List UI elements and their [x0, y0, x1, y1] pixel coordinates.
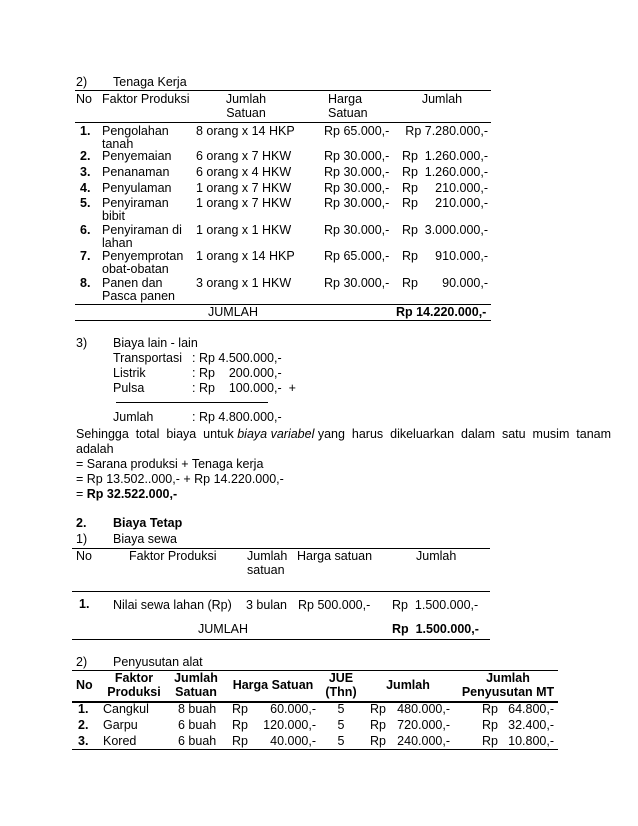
- row-qty: 6 orang x 4 HKW: [196, 165, 292, 179]
- table-bottom-rule: [75, 320, 491, 321]
- row-currency: Rp: [482, 718, 498, 732]
- row-qty: 8 orang x 14 HKP: [196, 124, 295, 138]
- row-total: 720.000,-: [397, 718, 450, 732]
- row-price: Rp 30.000,-: [324, 196, 390, 210]
- row-amount: 1.260.000,-: [424, 149, 488, 163]
- row-price: Rp 30.000,-: [324, 276, 390, 290]
- row-price: Rp 500.000,-: [298, 598, 371, 612]
- row-currency: Rp: [402, 249, 418, 263]
- row-qty: 1 orang x 7 HKW: [196, 196, 292, 210]
- row-amount: 910.000,-: [435, 249, 488, 263]
- row-currency: Rp: [482, 702, 498, 716]
- section-title: Biaya lain - lain: [113, 336, 198, 350]
- row-factor: Garpu: [103, 718, 138, 732]
- col-header-factor: Faktor: [114, 671, 154, 685]
- col-header-depreciation: Jumlah: [486, 671, 530, 685]
- sum-label: Jumlah: [113, 410, 154, 424]
- row-number: 2.: [80, 149, 91, 163]
- para-line-3: = Sarana produksi + Tenaga kerja: [76, 457, 264, 471]
- para-text-post: yang harus dikeluarkan dalam satu musim tanam: [314, 427, 612, 441]
- row-depreciation: 64.800,-: [508, 702, 554, 716]
- row-jue: 5: [337, 734, 345, 748]
- row-number: 2.: [78, 718, 89, 732]
- cost-label-transport: Transportasi: [113, 351, 183, 365]
- row-amount: 3.000.000,-: [424, 223, 488, 237]
- row-price: Rp 30.000,-: [324, 223, 390, 237]
- row-factor-line-2: lahan: [102, 236, 133, 250]
- row-factor: Penyiraman di: [102, 223, 182, 237]
- col-header-jue-2: (Thn): [325, 685, 357, 699]
- para-emphasis: biaya variabel: [237, 427, 315, 441]
- row-price: 40.000,-: [270, 734, 316, 748]
- row-jue: 5: [337, 718, 345, 732]
- row-currency: Rp: [370, 718, 386, 732]
- row-factor-line-2: Pasca panen: [102, 289, 175, 303]
- col-header-price: Harga satuan: [297, 549, 373, 563]
- col-header-qty-2: satuan: [247, 563, 285, 577]
- table-bottom-rule: [72, 639, 490, 640]
- row-number: 1.: [80, 124, 91, 138]
- summary-paragraph: [76, 427, 611, 442]
- row-price: Rp 30.000,-: [324, 149, 390, 163]
- row-number: 6.: [80, 223, 91, 237]
- col-header-depreciation-2: Penyusutan MT: [461, 685, 555, 699]
- row-number: 3.: [80, 165, 91, 179]
- row-factor: Pengolahan: [102, 124, 169, 138]
- row-depreciation: 10.800,-: [508, 734, 554, 748]
- col-header-price-2: Satuan: [328, 106, 368, 120]
- total-label: JUMLAH: [198, 622, 249, 636]
- row-number: 5.: [80, 196, 91, 210]
- row-total: 240.000,-: [397, 734, 450, 748]
- row-number: 4.: [80, 181, 91, 195]
- row-currency: Rp: [232, 734, 248, 748]
- row-qty: 1 orang x 7 HKW: [196, 181, 292, 195]
- para-eq: =: [76, 487, 87, 501]
- row-factor: Panen dan: [102, 276, 163, 290]
- header-rule: [75, 122, 491, 123]
- row-currency: Rp: [402, 165, 418, 179]
- row-number: 1.: [79, 597, 90, 611]
- row-price: 120.000,-: [263, 718, 316, 732]
- cost-label-electricity: Listrik: [113, 366, 146, 380]
- cost-value-phone: : Rp 100.000,- +: [192, 381, 296, 395]
- row-currency: Rp: [402, 223, 418, 237]
- col-header-qty-2: Satuan: [175, 685, 217, 699]
- row-factor: Penyemprotan: [102, 249, 184, 263]
- row-amount: Rp 7.280.000,-: [405, 124, 488, 138]
- col-header-qty-2: Satuan: [226, 106, 266, 120]
- row-number: 3.: [78, 734, 89, 748]
- sum-value: : Rp 4.800.000,-: [192, 410, 282, 424]
- cost-value-electricity: : Rp 200.000,-: [192, 366, 282, 380]
- row-factor: Penyemaian: [102, 149, 172, 163]
- row-amount: 210.000,-: [435, 181, 488, 195]
- row-factor: Penyulaman: [102, 181, 172, 195]
- row-factor: Kored: [103, 734, 137, 748]
- row-qty: 3 bulan: [246, 598, 288, 612]
- row-currency: Rp: [402, 196, 418, 210]
- row-price: 60.000,-: [270, 702, 316, 716]
- row-amount: 210.000,-: [435, 196, 488, 210]
- col-header-factor: Faktor Produksi: [102, 92, 190, 106]
- col-header-jue: JUE: [328, 671, 354, 685]
- col-header-factor-2: Produksi: [107, 685, 161, 699]
- col-header-total: Jumlah: [386, 678, 430, 692]
- para-line-5: [76, 487, 177, 502]
- row-currency: Rp: [402, 181, 418, 195]
- row-number: 7.: [80, 249, 91, 263]
- row-number: 8.: [80, 276, 91, 290]
- row-factor-line-2: obat-obatan: [102, 262, 169, 276]
- col-header-factor: Faktor Produksi: [129, 549, 217, 563]
- section-number: 2): [76, 75, 88, 89]
- section-number: 2.: [76, 516, 87, 530]
- section-title: Tenaga Kerja: [113, 75, 187, 89]
- col-header-no: No: [76, 92, 92, 106]
- row-qty: 6 orang x 7 HKW: [196, 149, 292, 163]
- row-price: Rp 30.000,-: [324, 181, 390, 195]
- row-factor: Penanaman: [102, 165, 170, 179]
- row-qty: 3 orang x 1 HKW: [196, 276, 292, 290]
- section-title: Penyusutan alat: [113, 655, 203, 669]
- row-factor: Penyiraman: [102, 196, 169, 210]
- col-header-no: No: [76, 678, 93, 692]
- section-title: Biaya Tetap: [113, 516, 183, 530]
- col-header-total: Jumlah: [421, 92, 463, 106]
- table-bottom-rule: [72, 749, 558, 750]
- table-top-rule: [75, 90, 491, 91]
- row-factor-line-2: tanah: [102, 137, 134, 151]
- row-amount: Rp 1.500.000,-: [392, 598, 479, 612]
- subsection-number: 1): [76, 532, 88, 546]
- row-amount: 1.260.000,-: [424, 165, 488, 179]
- row-jue: 5: [337, 702, 345, 716]
- para-grand-total: Rp 32.522.000,-: [86, 487, 178, 501]
- row-price: Rp 65.000,-: [324, 124, 390, 138]
- row-factor: Cangkul: [103, 702, 149, 716]
- row-qty: 6 buah: [178, 718, 217, 732]
- row-currency: Rp: [370, 702, 386, 716]
- row-factor: Nilai sewa lahan (Rp): [113, 598, 232, 612]
- row-total: 480.000,-: [397, 702, 450, 716]
- sum-rule: [116, 402, 268, 403]
- row-price: Rp 65.000,-: [324, 249, 390, 263]
- row-qty: 8 buah: [178, 702, 217, 716]
- row-currency: Rp: [402, 276, 418, 290]
- para-line-4: = Rp 13.502..000,- + Rp 14.220.000,-: [76, 472, 284, 486]
- col-header-price: Harga Satuan: [232, 678, 314, 692]
- row-currency: Rp: [232, 702, 248, 716]
- cost-label-phone: Pulsa: [113, 381, 145, 395]
- total-value: Rp 14.220.000,-: [396, 305, 487, 319]
- row-currency: Rp: [402, 149, 418, 163]
- header-rule: [72, 591, 490, 592]
- section-number: 2): [76, 655, 88, 669]
- row-currency: Rp: [232, 718, 248, 732]
- col-header-no: No: [76, 549, 92, 563]
- col-header-qty: Jumlah: [225, 92, 267, 106]
- row-qty: 6 buah: [178, 734, 217, 748]
- row-amount: 90.000,-: [442, 276, 488, 290]
- row-currency: Rp: [482, 734, 498, 748]
- row-depreciation: 32.400,-: [508, 718, 554, 732]
- section-number: 3): [76, 336, 88, 350]
- total-value: Rp 1.500.000,-: [392, 622, 479, 636]
- row-currency: Rp: [370, 734, 386, 748]
- row-qty: 1 orang x 1 HKW: [196, 223, 292, 237]
- col-header-qty: Jumlah: [247, 549, 288, 563]
- para-text-pre: Sehingga total biaya untuk: [76, 427, 238, 441]
- col-header-total: Jumlah: [416, 549, 457, 563]
- row-price: Rp 30.000,-: [324, 165, 390, 179]
- cost-value-transport: : Rp 4.500.000,-: [192, 351, 282, 365]
- row-number: 1.: [78, 702, 89, 716]
- row-factor-line-2: bibit: [102, 209, 125, 223]
- col-header-price: Harga: [328, 92, 363, 106]
- para-line-2: adalah: [76, 442, 114, 456]
- col-header-qty: Jumlah: [174, 671, 218, 685]
- subsection-title: Biaya sewa: [113, 532, 177, 546]
- row-qty: 1 orang x 14 HKP: [196, 249, 295, 263]
- total-label: JUMLAH: [208, 305, 259, 319]
